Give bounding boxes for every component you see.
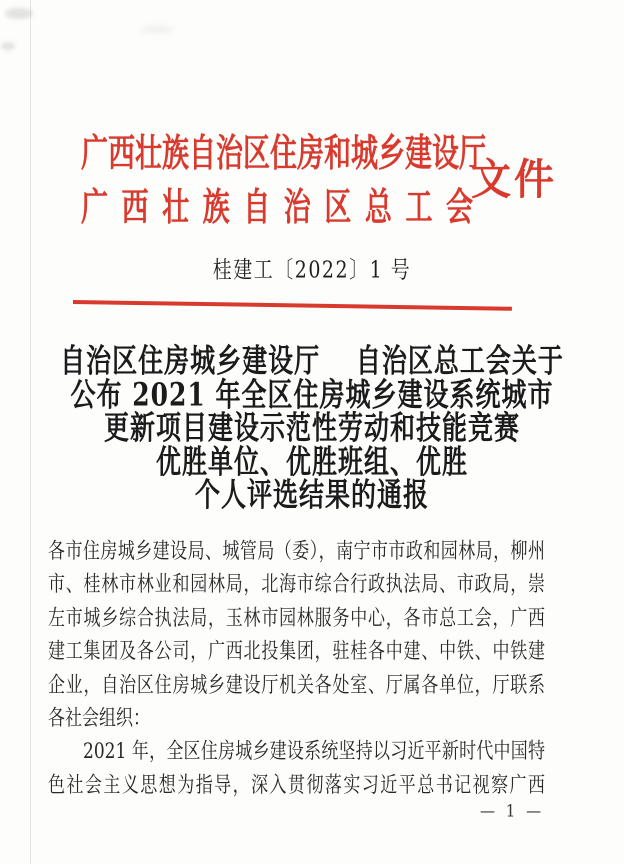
body-line: 各社会组织： [48,706,150,732]
scan-speck [5,8,33,19]
doc-body [48,536,545,803]
red-divider-line [73,300,512,311]
body-line: 市、桂林市林业和园林局，北海市综合行政执法局、市政局，崇 [48,572,545,598]
body-line: 企业，自治区住房城乡建设厅机关各处室、厅属各单位，厅联系 [48,672,545,699]
doc-title-line: 自治区住房城乡建设厅 自治区总工会关于 [60,341,564,379]
scan-speck [1,42,15,50]
letterhead-org-primary: 广西壮族自治区住房和城乡建设厅 [81,132,486,176]
body-line: 各市住房城乡建设局、城管局（委），南宁市市政和园林局，柳州 [48,539,545,565]
doc-title-line: 个人评选结果的通报 [194,475,429,513]
body-line: 建工集团及各公司，广西北投集团，驻桂各中建、中铁、中铁建 [48,639,545,665]
doc-title-line: 优胜单位、优胜班组、优胜 [155,442,468,480]
page-number: — 1 — [480,800,545,822]
body-line: 左市城乡综合执法局，玉林市园林服务中心，各市总工会，广西 [48,606,545,632]
scan-speck [140,26,174,33]
body-line: 2021 年，全区住房城乡建设系统坚持以习近平新时代中国特 [83,739,545,765]
doc-title-line: 更新项目建设示范性劳动和技能竞赛 [103,408,520,446]
doc-title-line: 公布 2021 年全区住房城乡建设系统城市 [70,375,554,413]
doc-number: 桂建工〔2022〕1 号 [212,256,412,284]
doc-title [0,341,624,513]
body-line: 色社会主义思想为指导，深入贯彻落实习近平总书记视察广西 [48,773,545,799]
doc-type-label: 文件 [471,154,557,205]
letterhead-org-secondary: 广西壮族自治区总工会 [81,186,473,230]
